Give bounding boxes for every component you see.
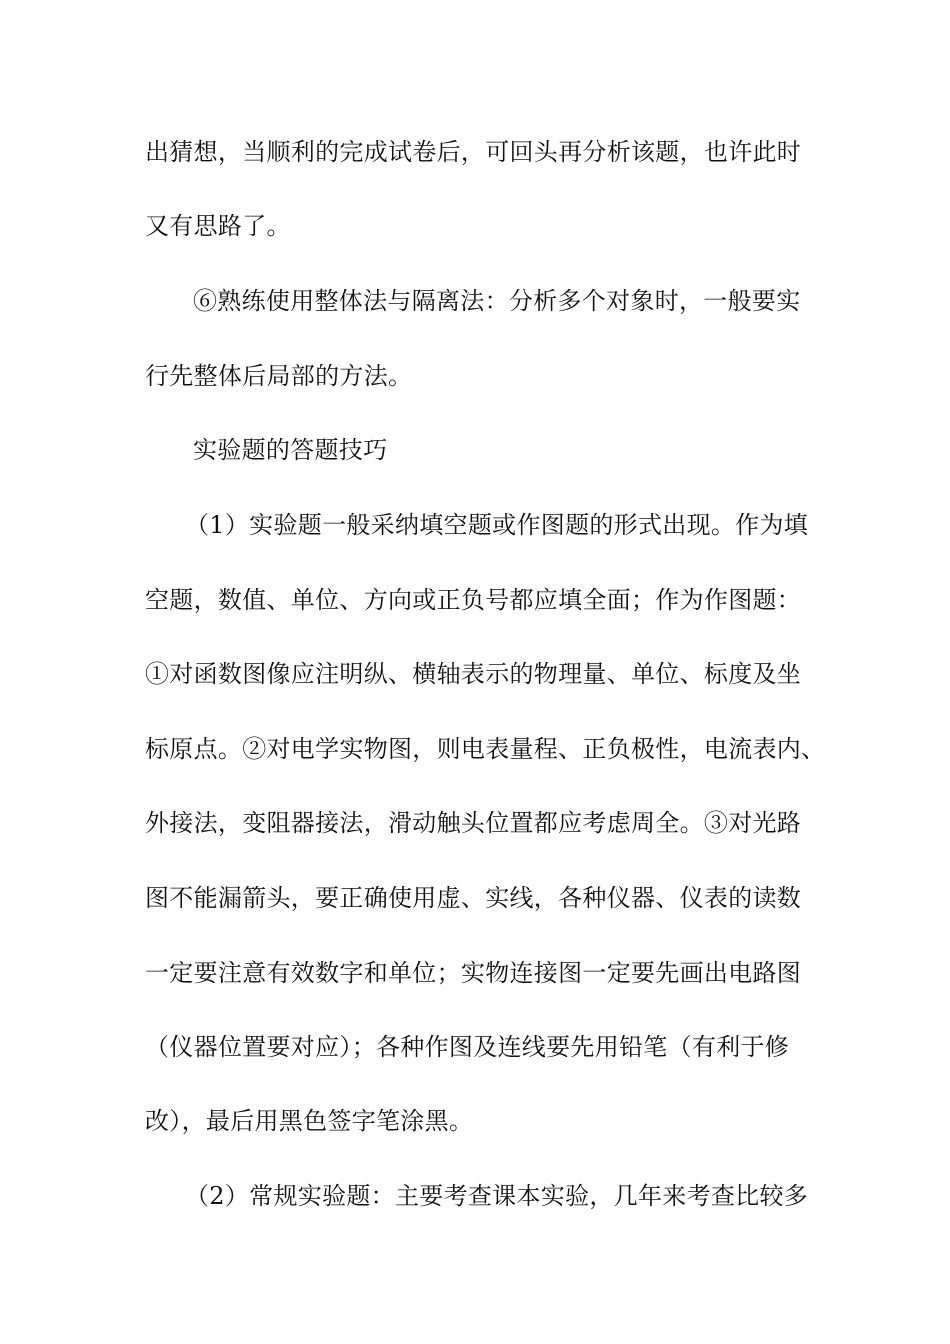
- text-line: 改），最后用黑色签字笔涂黑。: [145, 1107, 474, 1135]
- text-line: 行先整体后局部的方法。: [145, 362, 413, 390]
- text-line: 外接法，变阻器接法，滑动触头位置都应考虑周全。③对光路: [145, 809, 802, 837]
- text-line: 标原点。②对电学实物图，则电表量程、正负极性，电流表内、: [145, 735, 826, 763]
- text-line: 图不能漏箭头，要正确使用虚、实线，各种仪器、仪表的读数: [145, 884, 802, 912]
- text-line: ⑥熟练使用整体法与隔离法：分析多个对象时，一般要实: [193, 287, 801, 315]
- text-line: 一定要注意有效数字和单位；实物连接图一定要先画出电路图: [145, 959, 802, 987]
- text-line: 又有思路了。: [145, 212, 291, 240]
- text-line: （1）实验题一般采纳填空题或作图题的形式出现。作为填: [185, 511, 809, 539]
- text-line: ①对函数图像应注明纵、横轴表示的物理量、单位、标度及坐: [145, 660, 802, 688]
- text-line: 出猜想，当顺利的完成试卷后，可回头再分析该题，也许此时: [145, 138, 802, 166]
- text-line: （仪器位置要对应）；各种作图及连线要先用铅笔（有利于修: [145, 1033, 790, 1061]
- section-heading: 实验题的答题技巧: [193, 436, 388, 464]
- text-line: （2）常规实验题：主要考查课本实验，几年来考查比较多: [185, 1182, 809, 1210]
- text-line: 空题，数值、单位、方向或正负号都应填全面；作为作图题：: [145, 586, 802, 614]
